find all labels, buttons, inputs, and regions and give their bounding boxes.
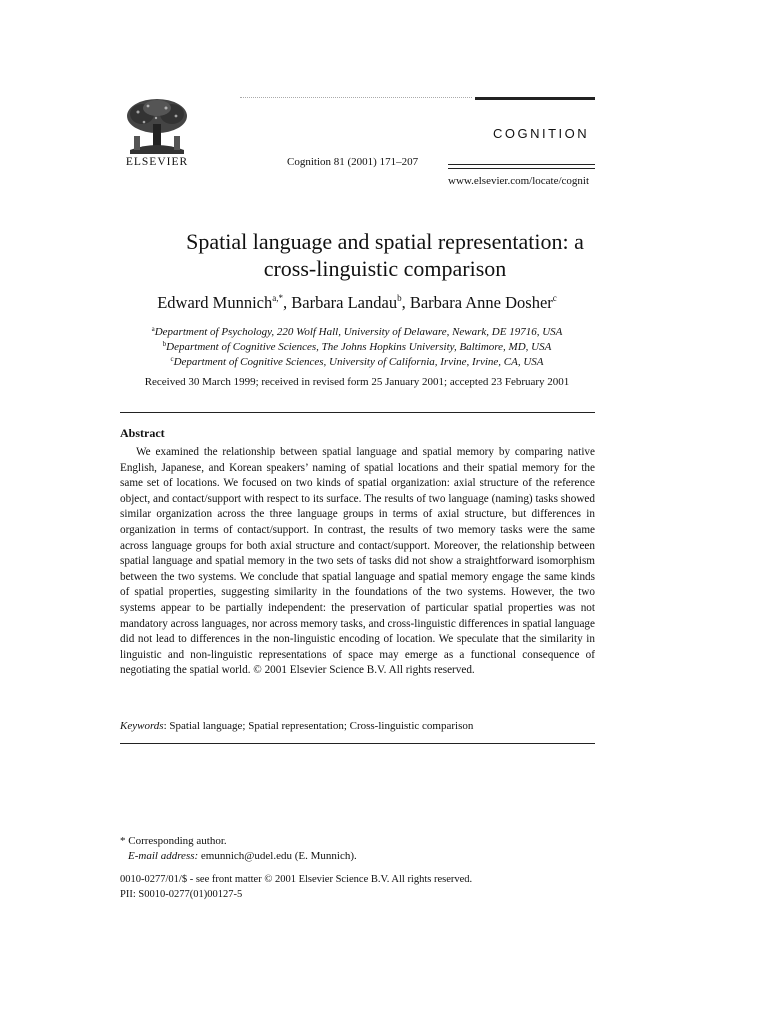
- author-name: Edward Munnich: [157, 293, 273, 312]
- author-affil-marker: a,*: [272, 293, 283, 303]
- affil-text: Department of Cognitive Sciences, University of California, Irvine, Irvine, CA, USA: [173, 356, 544, 368]
- journal-name: COGNITION: [493, 126, 590, 141]
- journal-url[interactable]: www.elsevier.com/locate/cognit: [448, 175, 590, 187]
- affiliation-c: [120, 355, 594, 368]
- corresponding-footnote: [120, 834, 357, 864]
- header-bottom-rule: [448, 164, 595, 169]
- affiliation-b: [120, 340, 594, 353]
- keywords: [120, 720, 473, 732]
- author-affil-marker: b: [397, 293, 402, 303]
- keywords-text: : Spatial language; Spatial representation; Cross-linguistic comparison: [163, 720, 474, 732]
- affil-marker: b: [162, 340, 167, 348]
- header-top-rule: [475, 97, 595, 100]
- email-label: E-mail address:: [128, 850, 199, 862]
- author-separator: ,: [401, 293, 410, 312]
- author-name: Barbara Anne Dosher: [409, 293, 553, 312]
- elsevier-logo: [120, 96, 194, 170]
- abstract-bottom-rule: [120, 743, 595, 744]
- email-value[interactable]: emunnich@udel.edu (E. Munnich).: [198, 850, 357, 862]
- title-line-2: cross-linguistic comparison: [263, 256, 507, 281]
- publisher-wordmark: ELSEVIER: [125, 156, 189, 168]
- affil-marker: a: [151, 325, 155, 333]
- corresponding-author: * Corresponding author.: [120, 835, 227, 847]
- author-affil-marker: c: [552, 293, 557, 303]
- abstract-heading: Abstract: [120, 426, 165, 440]
- copyright-line: 0010-0277/01/$ - see front matter © 2001 Elsevier Science B.V. All rights reserved.: [120, 874, 473, 885]
- header-faint-rule: [240, 97, 472, 99]
- journal-citation: Cognition 81 (2001) 171–207: [287, 156, 419, 168]
- affil-text: Department of Psychology, 220 Wolf Hall, University of Delaware, Newark, DE 19716, USA: [154, 326, 563, 338]
- author-separator: ,: [283, 293, 292, 312]
- affil-text: Department of Cognitive Sciences, The Johns Hopkins University, Baltimore, MD, USA: [166, 341, 552, 353]
- author-list: [120, 293, 594, 313]
- received-dates: Received 30 March 1999; received in revised form 25 January 2001; accepted 23 February 2001: [144, 376, 570, 388]
- abstract-text: We examined the relationship between spatial language and spatial memory by comparing native English, Japanese, and Korean speakers’ naming of spatial locations and their spatial memory for the same set of locations. We focused on two kinds of spatial organization: axial structure of the reference object, and contact/support with respect to its surface. The results of two language (naming) tasks showed similar organization across the three language groups in terms of axial structure, but differences in organization in terms of contact/support. In contrast, the results of two memory tasks were the same across language groups for both axial structure and contact/support. Moreover, the relationship between spatial language and spatial memory in the two sets of tasks did not show a straightforward isomorphism between the two systems. We conclude that spatial language and spatial memory engage the same kinds of spatial properties, suggesting similarity in the foundations of the two systems. However, the two systems appear to be partially independent: the preservation of particular spatial properties was not mandatory across languages, nor across memory tasks, and cross-linguistic differences in spatial language did not lead to differences in the non-linguistic encoding of location. We speculate that the similarity in linguistic and non-linguistic representations of space may emerge as a functional consequence of negotiating the spatial world. © 2001 Elsevier Science B.V. All rights reserved.: [120, 446, 595, 677]
- keywords-label: Keywords: [120, 720, 164, 732]
- abstract-top-rule: [120, 412, 595, 413]
- author-name: Barbara Landau: [291, 293, 398, 312]
- front-matter: [120, 872, 472, 902]
- article-title: [120, 228, 650, 282]
- pii-line: PII: S0010-0277(01)00127-5: [120, 889, 243, 900]
- email-line: [120, 849, 357, 864]
- affil-marker: c: [170, 355, 174, 363]
- title-line-1: Spatial language and spatial representation: a: [186, 229, 584, 254]
- affiliation-a: [120, 325, 594, 338]
